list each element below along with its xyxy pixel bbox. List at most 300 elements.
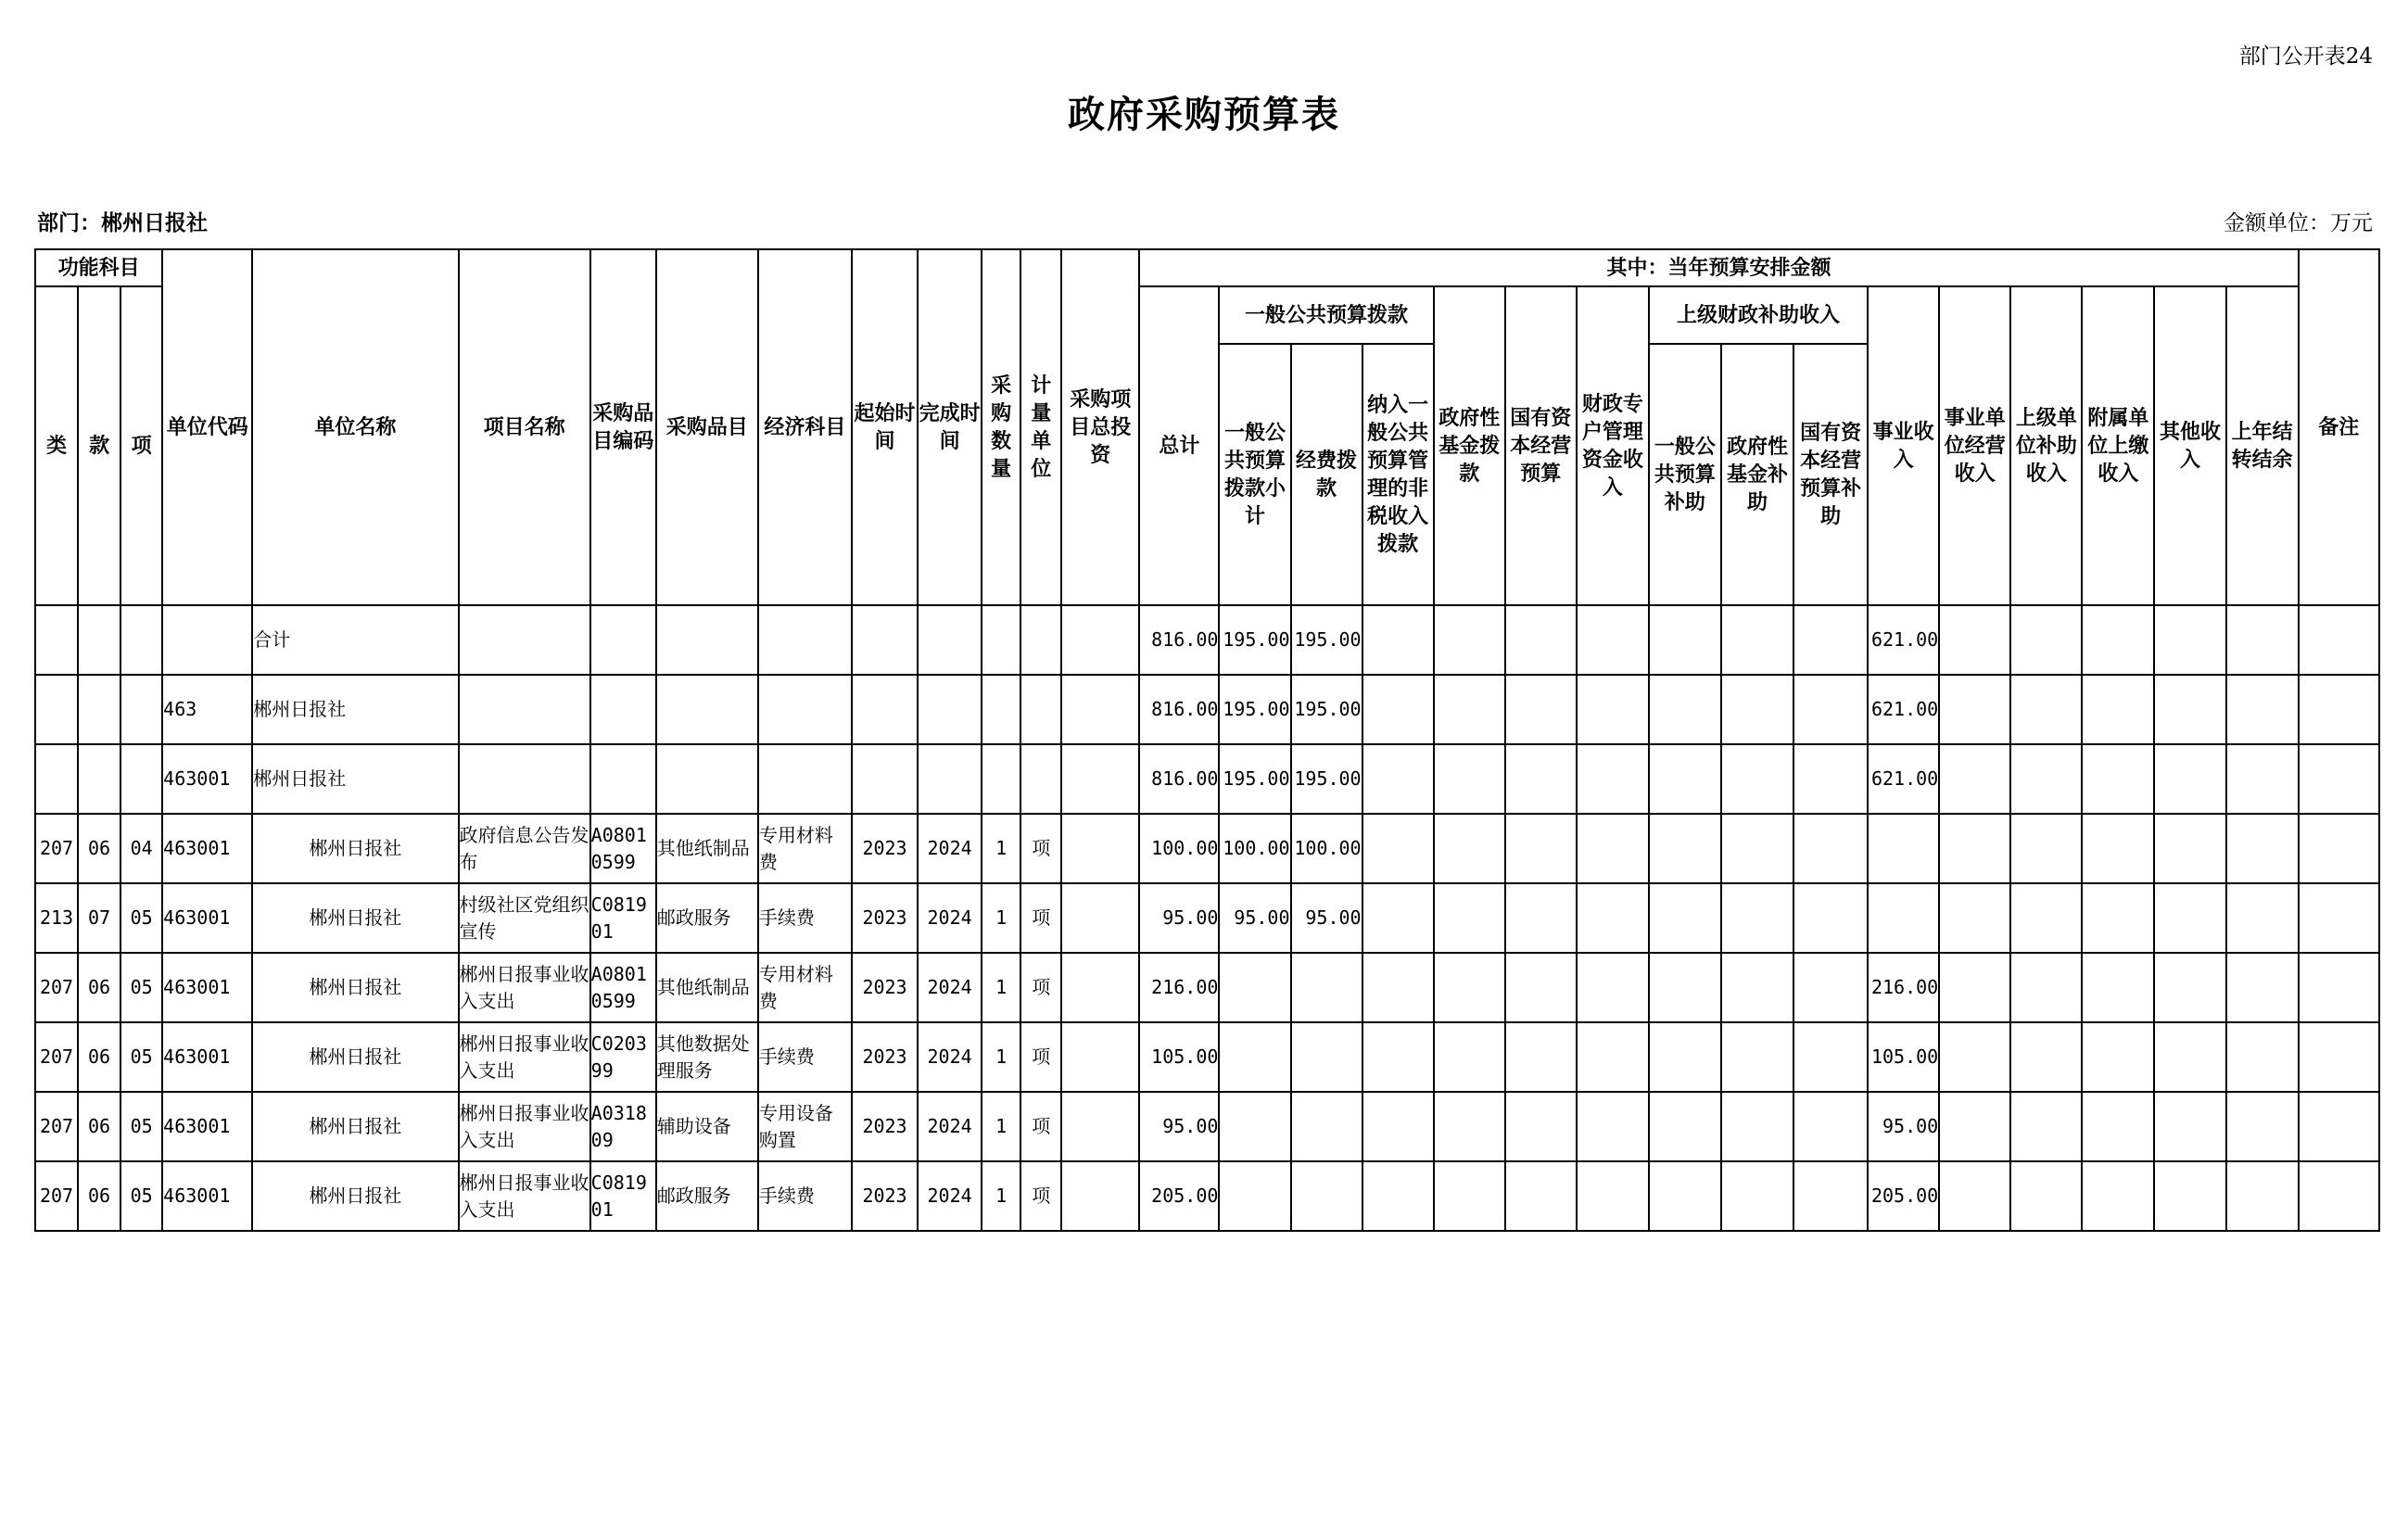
cell-gp-nontax <box>1362 1161 1434 1231</box>
amount-unit-label: 金额单位：万元 <box>2224 211 2373 235</box>
cell-econ-subject <box>758 675 852 744</box>
cell-gp-funds: 100.00 <box>1291 814 1362 883</box>
cell-other-income <box>2154 953 2225 1022</box>
cell-affiliated-income <box>2082 1161 2154 1231</box>
cell-other-income <box>2154 1161 2225 1231</box>
cell-remarks <box>2299 605 2379 675</box>
cell-lei: 207 <box>35 1092 78 1161</box>
cell-unit-code <box>162 605 252 675</box>
cell-gov-fund <box>1434 1092 1505 1161</box>
cell-sup-state-capital <box>1793 675 1868 744</box>
cell-career-income: 205.00 <box>1868 1161 1939 1231</box>
cell-total-investment <box>1061 744 1139 814</box>
cell-lei <box>35 675 78 744</box>
header-project-name: 项目名称 <box>459 249 590 605</box>
cell-gp-nontax <box>1362 953 1434 1022</box>
cell-measure-unit: 项 <box>1020 953 1061 1022</box>
cell-lei: 213 <box>35 883 78 953</box>
cell-fiscal-special <box>1577 953 1649 1022</box>
cell-unit-name: 合计 <box>252 605 458 675</box>
header-start-time: 起始时间 <box>852 249 918 605</box>
cell-gp-subtotal: 95.00 <box>1219 883 1290 953</box>
cell-sup-general <box>1649 605 1721 675</box>
table-row <box>35 883 2379 953</box>
table-row <box>35 953 2379 1022</box>
cell-carryover <box>2226 675 2299 744</box>
cell-operating-income <box>1939 675 2010 744</box>
cell-state-capital <box>1505 744 1577 814</box>
cell-xiang <box>120 744 162 814</box>
cell-sup-state-capital <box>1793 953 1868 1022</box>
cell-career-income: 621.00 <box>1868 675 1939 744</box>
table-row <box>35 1161 2379 1231</box>
cell-purchase-code <box>590 744 656 814</box>
cell-project-name <box>459 675 590 744</box>
table-row <box>35 605 2379 675</box>
cell-sup-general <box>1649 814 1721 883</box>
cell-state-capital <box>1505 814 1577 883</box>
header-gp-funds: 经费拨款 <box>1291 344 1362 605</box>
cell-end-time: 2024 <box>918 953 982 1022</box>
header-end-time: 完成时间 <box>918 249 982 605</box>
cell-carryover <box>2226 744 2299 814</box>
cell-gov-fund <box>1434 744 1505 814</box>
cell-unit-code: 463001 <box>162 953 252 1022</box>
cell-gp-nontax <box>1362 1022 1434 1092</box>
cell-sup-general <box>1649 744 1721 814</box>
cell-project-name: 郴州日报事业收入支出 <box>459 953 590 1022</box>
cell-career-income: 621.00 <box>1868 744 1939 814</box>
cell-total: 95.00 <box>1139 1092 1219 1161</box>
cell-fiscal-special <box>1577 883 1649 953</box>
cell-end-time <box>918 744 982 814</box>
cell-project-name <box>459 744 590 814</box>
cell-total: 95.00 <box>1139 883 1219 953</box>
cell-total: 816.00 <box>1139 605 1219 675</box>
cell-lei <box>35 605 78 675</box>
cell-total-investment <box>1061 1161 1139 1231</box>
cell-econ-subject: 专用设备购置 <box>758 1092 852 1161</box>
cell-econ-subject: 手续费 <box>758 883 852 953</box>
cell-unit-code: 463001 <box>162 883 252 953</box>
cell-superior-sub-income <box>2010 1092 2082 1161</box>
header-econ-subject: 经济科目 <box>758 249 852 605</box>
cell-gov-fund <box>1434 953 1505 1022</box>
cell-sup-state-capital <box>1793 883 1868 953</box>
cell-measure-unit: 项 <box>1020 814 1061 883</box>
cell-start-time: 2023 <box>852 1022 918 1092</box>
cell-sup-gov-fund <box>1721 605 1793 675</box>
cell-econ-subject: 专用材料费 <box>758 953 852 1022</box>
cell-affiliated-income <box>2082 605 2154 675</box>
cell-sup-gov-fund <box>1721 883 1793 953</box>
cell-career-income: 105.00 <box>1868 1022 1939 1092</box>
cell-purchase-item: 其他纸制品 <box>656 953 758 1022</box>
cell-sup-state-capital <box>1793 744 1868 814</box>
cell-remarks <box>2299 1022 2379 1092</box>
cell-sup-state-capital <box>1793 1092 1868 1161</box>
cell-measure-unit <box>1020 675 1061 744</box>
cell-sup-general <box>1649 1161 1721 1231</box>
cell-state-capital <box>1505 1092 1577 1161</box>
header-state-capital: 国有资本经营预算 <box>1505 286 1577 605</box>
cell-gov-fund <box>1434 675 1505 744</box>
cell-total-investment <box>1061 814 1139 883</box>
cell-carryover <box>2226 605 2299 675</box>
cell-gp-subtotal <box>1219 1022 1290 1092</box>
cell-end-time: 2024 <box>918 1022 982 1092</box>
cell-gp-subtotal: 195.00 <box>1219 744 1290 814</box>
header-other-income: 其他收入 <box>2154 286 2225 605</box>
cell-affiliated-income <box>2082 883 2154 953</box>
cell-career-income <box>1868 814 1939 883</box>
cell-other-income <box>2154 675 2225 744</box>
cell-gov-fund <box>1434 814 1505 883</box>
cell-project-name: 郴州日报事业收入支出 <box>459 1092 590 1161</box>
cell-fiscal-special <box>1577 1022 1649 1092</box>
cell-career-income: 621.00 <box>1868 605 1939 675</box>
cell-gp-subtotal <box>1219 1092 1290 1161</box>
cell-econ-subject <box>758 605 852 675</box>
cell-superior-sub-income <box>2010 883 2082 953</box>
header-superior-subsidy: 上级财政补助收入 <box>1649 286 1868 344</box>
department-label: 部门：郴州日报社 <box>37 210 208 235</box>
header-fiscal-special: 财政专户管理资金收入 <box>1577 286 1649 605</box>
cell-gp-nontax <box>1362 744 1434 814</box>
cell-fiscal-special <box>1577 744 1649 814</box>
cell-purchase-item: 其他数据处理服务 <box>656 1022 758 1092</box>
header-func-subject: 功能科目 <box>35 249 162 286</box>
cell-gp-subtotal: 195.00 <box>1219 605 1290 675</box>
table-row <box>35 1022 2379 1092</box>
cell-carryover <box>2226 1092 2299 1161</box>
cell-unit-name: 郴州日报社 <box>252 1092 458 1161</box>
cell-sup-gov-fund <box>1721 1161 1793 1231</box>
cell-purchase-item: 邮政服务 <box>656 1161 758 1231</box>
cell-purchase-item <box>656 675 758 744</box>
cell-gp-nontax <box>1362 605 1434 675</box>
header-sup-general: 一般公共预算补助 <box>1649 344 1721 605</box>
cell-affiliated-income <box>2082 1092 2154 1161</box>
cell-unit-code: 463001 <box>162 814 252 883</box>
cell-sup-state-capital <box>1793 814 1868 883</box>
cell-purchase-code <box>590 605 656 675</box>
cell-operating-income <box>1939 744 2010 814</box>
cell-purchase-item: 邮政服务 <box>656 883 758 953</box>
cell-superior-sub-income <box>2010 814 2082 883</box>
cell-purchase-code: A031809 <box>590 1092 656 1161</box>
cell-unit-code: 463001 <box>162 1022 252 1092</box>
cell-sup-general <box>1649 953 1721 1022</box>
cell-superior-sub-income <box>2010 953 2082 1022</box>
cell-remarks <box>2299 953 2379 1022</box>
cell-project-name <box>459 605 590 675</box>
cell-fiscal-special <box>1577 675 1649 744</box>
cell-gp-subtotal <box>1219 1161 1290 1231</box>
form-number: 部门公开表24 <box>2238 44 2373 69</box>
cell-kuan: 06 <box>78 1092 120 1161</box>
cell-total-investment <box>1061 953 1139 1022</box>
cell-xiang: 05 <box>120 1092 162 1161</box>
cell-gp-subtotal <box>1219 953 1290 1022</box>
cell-unit-name: 郴州日报社 <box>252 1022 458 1092</box>
cell-career-income: 95.00 <box>1868 1092 1939 1161</box>
cell-remarks <box>2299 1161 2379 1231</box>
header-unit-code: 单位代码 <box>162 249 252 605</box>
cell-total-investment <box>1061 1092 1139 1161</box>
cell-sup-gov-fund <box>1721 1092 1793 1161</box>
cell-gp-funds <box>1291 953 1362 1022</box>
header-kuan: 款 <box>78 286 120 605</box>
cell-kuan: 06 <box>78 953 120 1022</box>
cell-start-time: 2023 <box>852 1092 918 1161</box>
header-unit-name: 单位名称 <box>252 249 458 605</box>
cell-unit-name: 郴州日报社 <box>252 883 458 953</box>
cell-sup-gov-fund <box>1721 1022 1793 1092</box>
cell-carryover <box>2226 1022 2299 1092</box>
cell-sup-state-capital <box>1793 1022 1868 1092</box>
cell-state-capital <box>1505 1161 1577 1231</box>
header-carryover: 上年结转结余 <box>2226 286 2299 605</box>
cell-operating-income <box>1939 953 2010 1022</box>
cell-fiscal-special <box>1577 605 1649 675</box>
header-purchase-item: 采购品目 <box>656 249 758 605</box>
header-gov-fund: 政府性基金拨款 <box>1434 286 1505 605</box>
table-row <box>35 1092 2379 1161</box>
cell-project-name: 村级社区党组织宣传 <box>459 883 590 953</box>
table-row <box>35 814 2379 883</box>
header-xiang: 项 <box>120 286 162 605</box>
cell-unit-code: 463001 <box>162 1161 252 1231</box>
cell-start-time: 2023 <box>852 1161 918 1231</box>
cell-gp-nontax <box>1362 675 1434 744</box>
cell-start-time: 2023 <box>852 953 918 1022</box>
cell-end-time: 2024 <box>918 883 982 953</box>
cell-kuan: 06 <box>78 1161 120 1231</box>
header-total-investment: 采购项目总投资 <box>1061 249 1139 605</box>
cell-purchase-qty: 1 <box>982 883 1020 953</box>
cell-operating-income <box>1939 1092 2010 1161</box>
procurement-budget-table <box>34 248 2380 1232</box>
cell-total: 205.00 <box>1139 1161 1219 1231</box>
header-general-public: 一般公共预算拨款 <box>1219 286 1433 344</box>
cell-gp-funds <box>1291 1022 1362 1092</box>
cell-purchase-qty <box>982 744 1020 814</box>
header-purchase-qty: 采购数量 <box>982 249 1020 605</box>
cell-total-investment <box>1061 1022 1139 1092</box>
cell-purchase-code <box>590 675 656 744</box>
cell-total: 816.00 <box>1139 744 1219 814</box>
cell-gp-subtotal: 100.00 <box>1219 814 1290 883</box>
cell-econ-subject <box>758 744 852 814</box>
cell-start-time: 2023 <box>852 814 918 883</box>
header-affiliated-income: 附属单位上缴收入 <box>2082 286 2154 605</box>
cell-remarks <box>2299 883 2379 953</box>
table-row <box>35 744 2379 814</box>
cell-lei: 207 <box>35 953 78 1022</box>
cell-kuan: 06 <box>78 1022 120 1092</box>
cell-purchase-qty: 1 <box>982 814 1020 883</box>
cell-total: 216.00 <box>1139 953 1219 1022</box>
header-superior-sub-income: 上级单位补助收入 <box>2010 286 2082 605</box>
cell-measure-unit <box>1020 605 1061 675</box>
cell-operating-income <box>1939 814 2010 883</box>
cell-state-capital <box>1505 883 1577 953</box>
header-career-income: 事业收入 <box>1868 286 1939 605</box>
cell-project-name: 郴州日报事业收入支出 <box>459 1161 590 1231</box>
cell-end-time: 2024 <box>918 814 982 883</box>
cell-start-time: 2023 <box>852 883 918 953</box>
cell-unit-name: 郴州日报社 <box>252 1161 458 1231</box>
cell-purchase-qty: 1 <box>982 953 1020 1022</box>
cell-superior-sub-income <box>2010 744 2082 814</box>
cell-purchase-qty <box>982 675 1020 744</box>
cell-state-capital <box>1505 953 1577 1022</box>
cell-other-income <box>2154 605 2225 675</box>
cell-affiliated-income <box>2082 1022 2154 1092</box>
cell-unit-name: 郴州日报社 <box>252 675 458 744</box>
cell-gov-fund <box>1434 1161 1505 1231</box>
cell-measure-unit <box>1020 744 1061 814</box>
cell-affiliated-income <box>2082 744 2154 814</box>
cell-purchase-code: A08010599 <box>590 814 656 883</box>
cell-sup-state-capital <box>1793 605 1868 675</box>
cell-purchase-code: C081901 <box>590 1161 656 1231</box>
cell-lei: 207 <box>35 1161 78 1231</box>
cell-gov-fund <box>1434 605 1505 675</box>
cell-sup-state-capital <box>1793 1161 1868 1231</box>
cell-kuan <box>78 675 120 744</box>
cell-xiang: 05 <box>120 883 162 953</box>
cell-lei: 207 <box>35 814 78 883</box>
cell-affiliated-income <box>2082 814 2154 883</box>
cell-xiang: 04 <box>120 814 162 883</box>
cell-lei: 207 <box>35 1022 78 1092</box>
cell-sup-general <box>1649 675 1721 744</box>
cell-total: 105.00 <box>1139 1022 1219 1092</box>
cell-measure-unit: 项 <box>1020 1161 1061 1231</box>
header-total: 总计 <box>1139 286 1219 605</box>
header-operating-income: 事业单位经营收入 <box>1939 286 2010 605</box>
cell-project-name: 政府信息公告发布 <box>459 814 590 883</box>
cell-other-income <box>2154 883 2225 953</box>
cell-end-time: 2024 <box>918 1161 982 1231</box>
cell-state-capital <box>1505 675 1577 744</box>
cell-gov-fund <box>1434 1022 1505 1092</box>
cell-unit-name: 郴州日报社 <box>252 744 458 814</box>
cell-purchase-item: 辅助设备 <box>656 1092 758 1161</box>
cell-remarks <box>2299 675 2379 744</box>
cell-econ-subject: 手续费 <box>758 1161 852 1231</box>
cell-operating-income <box>1939 605 2010 675</box>
cell-xiang <box>120 605 162 675</box>
cell-superior-sub-income <box>2010 1161 2082 1231</box>
cell-kuan <box>78 744 120 814</box>
cell-career-income: 216.00 <box>1868 953 1939 1022</box>
cell-gp-subtotal: 195.00 <box>1219 675 1290 744</box>
header-of-which: 其中：当年预算安排金额 <box>1139 249 2298 286</box>
cell-sup-gov-fund <box>1721 744 1793 814</box>
cell-purchase-code: C081901 <box>590 883 656 953</box>
cell-xiang: 05 <box>120 953 162 1022</box>
table-row <box>35 675 2379 744</box>
cell-econ-subject: 专用材料费 <box>758 814 852 883</box>
cell-sup-gov-fund <box>1721 953 1793 1022</box>
cell-carryover <box>2226 1161 2299 1231</box>
cell-carryover <box>2226 883 2299 953</box>
cell-total-investment <box>1061 883 1139 953</box>
cell-purchase-code: C020399 <box>590 1022 656 1092</box>
cell-unit-code: 463001 <box>162 1092 252 1161</box>
cell-xiang: 05 <box>120 1022 162 1092</box>
cell-start-time <box>852 605 918 675</box>
header-lei: 类 <box>35 286 78 605</box>
cell-start-time <box>852 675 918 744</box>
header-sup-state-capital: 国有资本经营预算补助 <box>1793 344 1868 605</box>
cell-other-income <box>2154 814 2225 883</box>
cell-remarks <box>2299 1092 2379 1161</box>
cell-sup-gov-fund <box>1721 675 1793 744</box>
cell-unit-name: 郴州日报社 <box>252 953 458 1022</box>
cell-state-capital <box>1505 605 1577 675</box>
cell-total-investment <box>1061 605 1139 675</box>
header-measure-unit: 计量单位 <box>1020 249 1061 605</box>
cell-purchase-item <box>656 744 758 814</box>
cell-total: 816.00 <box>1139 675 1219 744</box>
cell-fiscal-special <box>1577 814 1649 883</box>
cell-end-time <box>918 675 982 744</box>
cell-xiang <box>120 675 162 744</box>
cell-end-time: 2024 <box>918 1092 982 1161</box>
cell-purchase-item <box>656 605 758 675</box>
cell-end-time <box>918 605 982 675</box>
cell-gp-funds: 195.00 <box>1291 675 1362 744</box>
cell-gp-funds: 195.00 <box>1291 605 1362 675</box>
cell-remarks <box>2299 744 2379 814</box>
cell-gov-fund <box>1434 883 1505 953</box>
cell-sup-general <box>1649 883 1721 953</box>
cell-measure-unit: 项 <box>1020 883 1061 953</box>
cell-purchase-code: A08010599 <box>590 953 656 1022</box>
cell-sup-gov-fund <box>1721 814 1793 883</box>
cell-other-income <box>2154 1022 2225 1092</box>
cell-econ-subject: 手续费 <box>758 1022 852 1092</box>
cell-lei <box>35 744 78 814</box>
cell-remarks <box>2299 814 2379 883</box>
cell-purchase-qty: 1 <box>982 1092 1020 1161</box>
cell-kuan: 07 <box>78 883 120 953</box>
cell-operating-income <box>1939 883 2010 953</box>
cell-xiang: 05 <box>120 1161 162 1231</box>
header-gp-nontax: 纳入一般公共预算管理的非税收入拨款 <box>1362 344 1434 605</box>
cell-unit-code: 463001 <box>162 744 252 814</box>
cell-gp-funds: 195.00 <box>1291 744 1362 814</box>
cell-unit-code: 463 <box>162 675 252 744</box>
cell-gp-funds <box>1291 1092 1362 1161</box>
cell-carryover <box>2226 953 2299 1022</box>
cell-affiliated-income <box>2082 675 2154 744</box>
cell-gp-nontax <box>1362 883 1434 953</box>
cell-sup-general <box>1649 1022 1721 1092</box>
cell-purchase-qty: 1 <box>982 1161 1020 1231</box>
cell-fiscal-special <box>1577 1161 1649 1231</box>
cell-purchase-qty: 1 <box>982 1022 1020 1092</box>
cell-operating-income <box>1939 1161 2010 1231</box>
cell-superior-sub-income <box>2010 1022 2082 1092</box>
cell-purchase-qty <box>982 605 1020 675</box>
cell-carryover <box>2226 814 2299 883</box>
header-sup-gov-fund: 政府性基金补助 <box>1721 344 1793 605</box>
